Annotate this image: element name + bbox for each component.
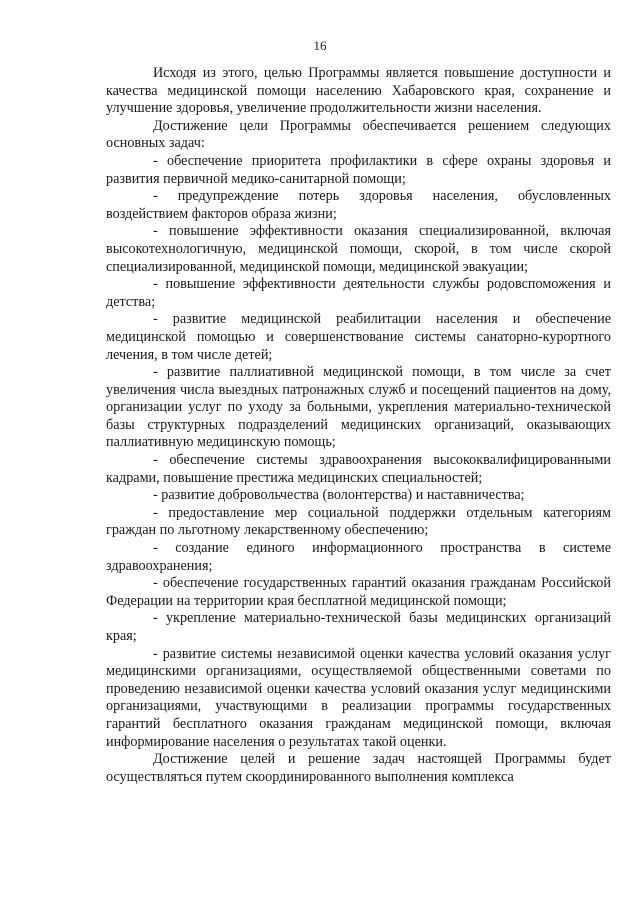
paragraph-goal: Исходя из этого, целью Программы является повышение доступности и качества медицинской помощи населению Хабаровского края, сохранение и улучшение здоровья, увеличение продолжительности жизни населения. <box>106 65 611 117</box>
list-item-information-space: - создание единого информационного пространства в системе здравоохранения; <box>106 540 611 574</box>
list-item-quality-assessment: - развитие системы независимой оценки качества условий оказания услуг медицинскими организациями, осуществляемой общественными советами по проведению независимой оценки качества условий оказания услуг медицинскими организациями, участвующими в реализации программы государственных гарантий бесплатного оказания гражданам медицинской помощи, включая информирование населения о результатах такой оценки. <box>106 645 611 750</box>
list-item-maternity: - повышение эффективности деятельности службы родовспоможения и детства; <box>106 276 611 310</box>
list-item-health-loss: - предупреждение потерь здоровья населения, обусловленных воздействием факторов образа жизни; <box>106 188 611 222</box>
list-item-material-base: - укрепление материально-технической базы медицинских организаций края; <box>106 610 611 644</box>
page-number: 16 <box>313 38 327 53</box>
list-item-palliative: - развитие паллиативной медицинской помощи, в том числе за счет увеличения числа выездных патронажных служб и посещений пациентов на дому, организации услуг по уходу за больными, укрепления материально-технической базы структурных подразделений медицинских организаций, оказывающих паллиативную медицинскую помощь; <box>106 364 611 451</box>
list-item-state-guarantees: - обеспечение государственных гарантий оказания гражданам Российской Федерации на территории края бесплатной медицинской помощи; <box>106 575 611 609</box>
list-item-volunteering: - развитие добровольчества (волонтерства) и наставничества; <box>153 487 525 504</box>
list-item-specialized-care: - повышение эффективности оказания специализированной, включая высокотехнологичную, медицинской помощи, скорой, в том числе скорой специализированной, медицинской помощи, медицинской эвакуации; <box>106 223 611 275</box>
list-item-prevention: - обеспечение приоритета профилактики в сфере охраны здоровья и развития первичной медико-санитарной помощи; <box>106 152 611 187</box>
list-item-social-support: - предоставление мер социальной поддержки отдельным категориям граждан по льготному лекарственному обеспечению; <box>106 504 611 539</box>
list-item-rehabilitation: - развитие медицинской реабилитации населения и обеспечение медицинской помощью и совершенствование системы санаторно-курортного лечения, в том числе детей; <box>106 311 611 363</box>
paragraph-implementation: Достижение целей и решение задач настоящей Программы будет осуществляться путем скоординированного выполнения комплекса <box>106 751 611 785</box>
list-item-staffing: - обеспечение системы здравоохранения высококвалифицированными кадрами, повышение престижа медицинских специальностей; <box>106 452 611 486</box>
paragraph-tasks-intro: Достижение цели Программы обеспечивается решением следующих основных задач: <box>106 117 611 152</box>
body-text <box>106 65 611 786</box>
